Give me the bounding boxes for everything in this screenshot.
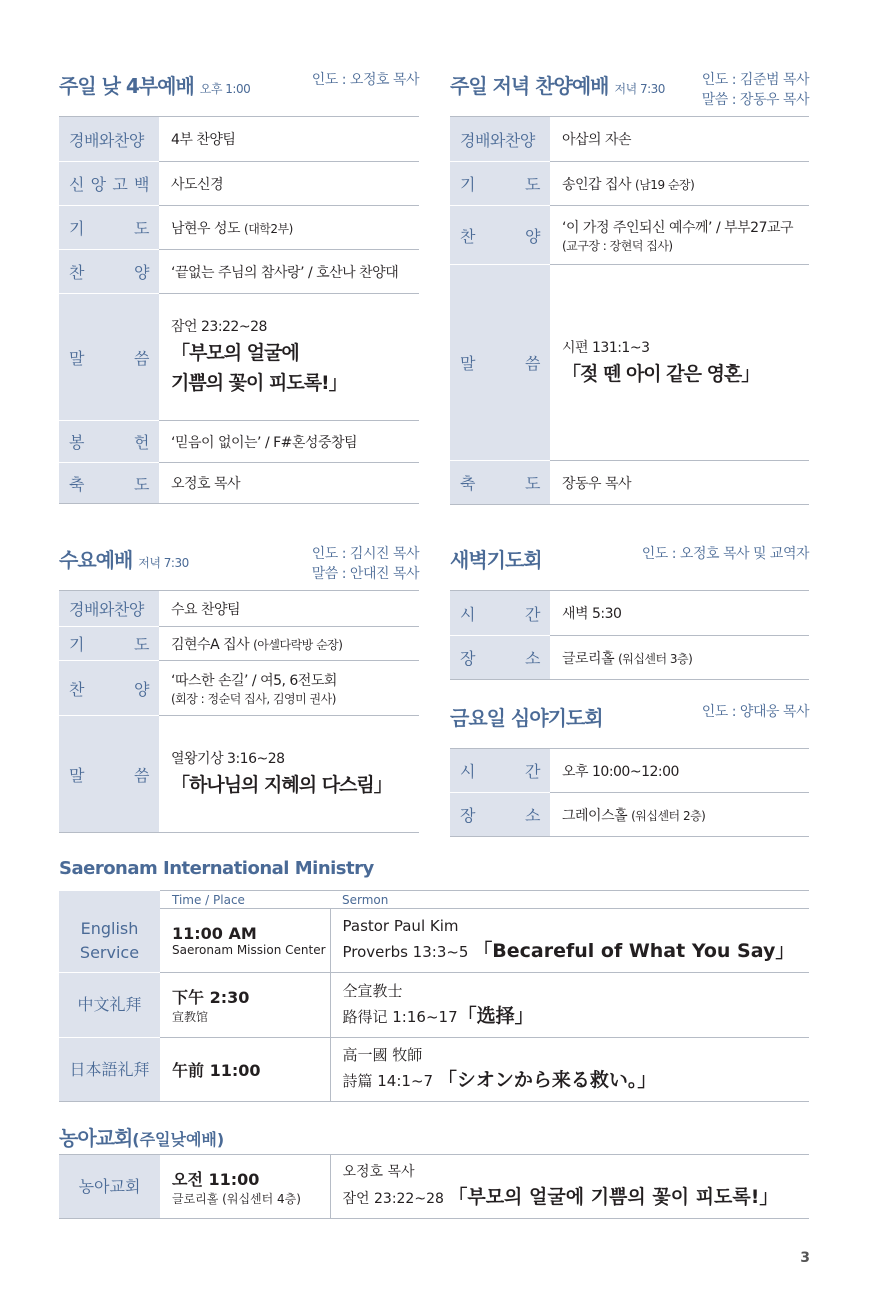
table-row xyxy=(59,1038,809,1102)
row-label: 기 도 xyxy=(69,219,149,238)
row-label: 장 소 xyxy=(460,649,540,668)
table-row xyxy=(59,117,419,162)
section-subtitle: (주일낮예배) xyxy=(132,1130,225,1149)
service-name: 농아교회 xyxy=(59,1155,160,1219)
row-value: 남현우 성도 (대학2부) xyxy=(159,206,419,250)
table-row xyxy=(450,793,809,837)
table-row xyxy=(450,636,809,680)
row-value: 김현수A 집사 (아셀다락방 순장) xyxy=(159,627,419,661)
row-value: 오후 10:00~12:00 xyxy=(550,749,809,793)
time-place: 下午 2:30 宣教馆 xyxy=(160,973,330,1038)
row-label: 장 소 xyxy=(460,806,540,825)
section-header xyxy=(59,540,419,590)
sermon-cell: 仝宣教士 路得记 1:16~17「选择」 xyxy=(330,973,809,1038)
order-table xyxy=(450,116,809,505)
sermon-cell: Pastor Paul Kim Proverbs 13:3~5 「Becareful of What You Say」 xyxy=(330,909,809,973)
table-row xyxy=(59,661,419,716)
section-title: 주일 저녁 찬양예배 xyxy=(450,74,609,98)
table-row xyxy=(59,250,419,294)
table-row xyxy=(59,421,419,463)
scripture-ref: 열왕기상 3:16~28 xyxy=(171,751,285,767)
sermon-cell xyxy=(159,716,419,833)
section-header xyxy=(450,66,809,116)
section-header xyxy=(450,540,809,590)
row-label: 신 앙 고 백 xyxy=(69,175,149,194)
table-row xyxy=(59,294,419,421)
table-row xyxy=(59,627,419,661)
service-name: English Service xyxy=(59,909,160,973)
service-name: 中文礼拜 xyxy=(59,973,160,1038)
row-label: 시 간 xyxy=(460,762,540,781)
table-row xyxy=(59,716,419,833)
time-place: 오전 11:00 글로리홀 (워십센터 4층) xyxy=(160,1155,330,1219)
row-label: 경배와찬양 xyxy=(59,591,159,627)
time-place: 午前 11:00 xyxy=(160,1038,330,1102)
table-row xyxy=(450,162,809,206)
section-header xyxy=(59,66,419,116)
row-label: 시 간 xyxy=(460,604,540,624)
friday-night-prayer xyxy=(450,698,809,837)
sermon-title: 기쁨의 꽃이 피도록!」 xyxy=(171,372,347,394)
section-header xyxy=(450,698,809,748)
order-table xyxy=(59,590,419,833)
row-label: 찬 양 xyxy=(460,226,540,246)
table-row xyxy=(450,117,809,162)
row-value: ‘끝없는 주님의 참사랑’ / 호산나 찬양대 xyxy=(159,250,419,294)
row-value: 수요 찬양팀 xyxy=(159,591,419,627)
row-label: 경배와찬양 xyxy=(450,117,550,162)
section-title: 주일 낮 4부예배 xyxy=(59,74,194,98)
service-time: 저녁 7:30 xyxy=(614,82,665,96)
row-value: 아삽의 자손 xyxy=(550,117,809,162)
section-title: 농아교회 xyxy=(59,1126,133,1150)
row-label: 축 도 xyxy=(460,474,540,493)
dawn-prayer xyxy=(450,540,809,680)
row-label: 찬 양 xyxy=(69,263,149,282)
leader-text: 인도 : 김준범 목사 말씀 : 장동우 목사 xyxy=(701,72,809,108)
row-value: ‘따스한 손길’ / 여5, 6전도회 (회장 : 정순덕 집사, 김영미 권사) xyxy=(159,661,419,716)
sermon-cell: 오정호 목사 잠언 23:22~28 「부모의 얼굴에 기쁨의 꽃이 피도록!」 xyxy=(330,1155,809,1219)
table-row xyxy=(450,591,809,636)
row-label: 찬 양 xyxy=(69,679,149,699)
table-row xyxy=(59,162,419,206)
sermon-title: 「젖 뗀 아이 같은 영혼」 xyxy=(562,362,760,385)
row-value: 사도신경 xyxy=(159,162,419,206)
table-row xyxy=(59,206,419,250)
sermon-title: 「부모의 얼굴에 xyxy=(171,342,299,364)
table-row xyxy=(450,265,809,461)
sermon-cell: 高一國 牧師 詩篇 14:1~7 「シオンから来る救い。」 xyxy=(330,1038,809,1102)
international-table xyxy=(59,890,809,1102)
table-row xyxy=(59,973,809,1038)
table-row xyxy=(59,463,419,504)
row-label: 말 씀 xyxy=(460,354,540,373)
scripture-ref: 잠언 23:22~28 xyxy=(171,319,267,335)
sermon-cell xyxy=(550,265,809,461)
row-value: ‘이 가정 주인되신 예수께’ / 부부27교구 (교구장 : 장현덕 집사) xyxy=(550,206,809,265)
table-row xyxy=(59,909,809,973)
order-table xyxy=(59,116,419,504)
table-row xyxy=(450,749,809,793)
sermon-title: 「하나님의 지혜의 다스림」 xyxy=(171,774,392,796)
table-row xyxy=(450,461,809,505)
leader-text: 인도 : 양대웅 목사 xyxy=(701,704,809,720)
service-time: 오후 1:00 xyxy=(199,82,251,96)
row-value: 장동우 목사 xyxy=(550,461,809,505)
row-label: 기 도 xyxy=(69,635,149,654)
row-label: 기 도 xyxy=(460,175,540,194)
row-value: 그레이스홀 (워십센터 2층) xyxy=(550,793,809,837)
row-label: 경배와찬양 xyxy=(59,117,159,162)
row-label: 말 씀 xyxy=(69,765,149,785)
row-value: 오정호 목사 xyxy=(159,463,419,504)
section-title: Saeronam International Ministry xyxy=(59,858,374,879)
scripture-ref: 시편 131:1~3 xyxy=(562,339,650,356)
leader-text: 인도 : 오정호 목사 xyxy=(311,72,419,88)
section-title: 새벽기도회 xyxy=(450,548,542,572)
row-label: 말 씀 xyxy=(69,348,149,368)
table-header xyxy=(59,891,809,909)
sermon-cell xyxy=(159,294,419,421)
row-label: 축 도 xyxy=(69,474,149,494)
leader-text: 인도 : 김시진 목사 말씀 : 안대진 목사 xyxy=(311,546,419,582)
wednesday-service xyxy=(59,540,419,833)
row-value: ‘믿음이 없이는’ / F#혼성중창팀 xyxy=(159,421,419,463)
order-table xyxy=(450,590,809,680)
section-title: 수요예배 xyxy=(59,548,133,572)
service-name: 日本語礼拜 xyxy=(59,1038,160,1102)
table-row xyxy=(59,1155,809,1219)
section-title: 금요일 심야기도회 xyxy=(450,706,603,730)
row-value: 글로리홀 (워십센터 3층) xyxy=(550,636,809,680)
row-value: 새벽 5:30 xyxy=(550,591,809,636)
column-header: Time / Place xyxy=(160,891,330,909)
table-row xyxy=(59,591,419,627)
row-label: 봉 헌 xyxy=(69,433,149,452)
page-number: 3 xyxy=(800,1250,810,1266)
leader-text: 인도 : 오정호 목사 및 교역자 xyxy=(641,546,809,562)
sunday-evening-service xyxy=(450,66,809,505)
time-place: 11:00 AM Saeronam Mission Center xyxy=(160,909,330,973)
section-header xyxy=(59,1122,809,1154)
sunday-4th-service xyxy=(59,66,419,504)
order-table xyxy=(450,748,809,837)
row-value: 송인갑 집사 (남19 순장) xyxy=(550,162,809,206)
row-value: 4부 찬양팀 xyxy=(159,117,419,162)
table-row xyxy=(450,206,809,265)
deaf-church xyxy=(59,1122,809,1219)
service-time: 저녁 7:30 xyxy=(138,556,189,570)
international-ministry xyxy=(59,858,809,1102)
column-header: Sermon xyxy=(330,891,809,909)
deaf-table xyxy=(59,1154,809,1219)
